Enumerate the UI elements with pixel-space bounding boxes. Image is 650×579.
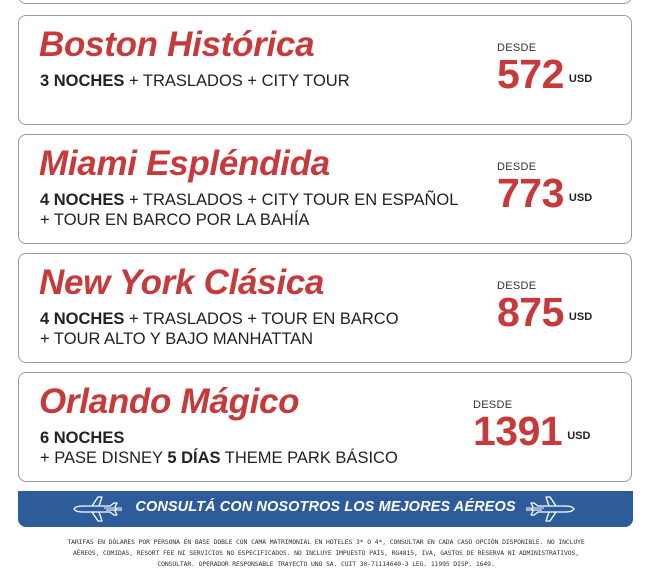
price-from-label: DESDE [497,42,537,54]
disclaimer-line: AÉREOS, COMIDAS, RESORT FEE NI SERVICIOS NO ESPECIFICADOS. NO INCLUYE IMPUESTO PAÍS, RG4815, IVA, GASTOS DE RESERVA NI ADMINISTRATIVOS, [73,549,579,557]
price-currency: USD [568,73,593,85]
disclaimer-line: TARIFAS EN DÓLARES POR PERSONA EN BASE DOBLE CON CAMA MATRIMONIAL EN HOTELES 3* O 4*, CONSULTAR EN CADA CASO OPCIÓN DISPONIBLE. NO INCLUYE [67,538,585,546]
airplane-icon [524,494,578,524]
package-title: Miami Espléndida [39,144,330,183]
package-extras: + TRASLADOS + TOUR EN BARCO [124,310,399,328]
banner-text: CONSULTÁ CON NOSOTROS LOS MEJORES AÉREOS [135,499,516,515]
flights-banner[interactable] [18,491,633,527]
package-days: 5 DÍAS [167,449,221,467]
package-details-line1 [40,309,399,329]
package-extras: + TRASLADOS + CITY TOUR [124,72,350,90]
package-details-line2: + TOUR ALTO Y BAJO MANHATTAN [40,330,314,348]
package-extras: + PASE DISNEY [40,449,168,467]
package-card-orlando[interactable] [18,372,632,482]
price-value: 875 [497,289,564,335]
price-block [497,161,592,215]
package-extras: THEME PARK BÁSICO [220,449,398,467]
package-details-line1 [40,190,458,210]
price-from-label: DESDE [473,399,513,411]
price-block [497,280,592,334]
price-value: 572 [497,51,564,97]
package-title: Boston Histórica [39,25,315,64]
package-nights: 4 NOCHES [40,310,125,328]
package-details-line1 [40,428,124,448]
price-block [497,42,592,96]
price-currency: USD [567,430,591,442]
package-nights: 6 NOCHES [40,429,125,447]
price-from-label: DESDE [497,161,537,173]
package-card-boston[interactable] [18,15,632,125]
price-value: 773 [497,170,564,216]
package-title: New York Clásica [39,263,325,302]
package-title: Orlando Mágico [39,382,300,421]
disclaimer-line: CONSULTAR. OPERADOR RESPONSABLE TRAYECTO UNO SA. CUIT 30-71114640-3 LEG. 11995 DISP. 1649. [157,560,495,568]
package-details-line2 [40,448,398,468]
package-details-line2: + TOUR EN BARCO POR LA BAHÍA [40,211,310,229]
package-nights: 4 NOCHES [40,191,125,209]
package-card-miami[interactable] [18,134,632,244]
package-extras: + TRASLADOS + CITY TOUR EN ESPAÑOL [124,191,459,209]
previous-package-card-edge [18,0,632,4]
price-value: 1391 [473,408,563,454]
price-currency: USD [568,311,593,323]
price-from-label: DESDE [497,280,537,292]
package-card-new-york[interactable] [18,253,632,363]
price-block [473,399,590,453]
price-currency: USD [568,192,593,204]
package-details-line1 [40,71,350,91]
legal-disclaimer [20,537,632,570]
package-nights: 3 NOCHES [40,72,125,90]
